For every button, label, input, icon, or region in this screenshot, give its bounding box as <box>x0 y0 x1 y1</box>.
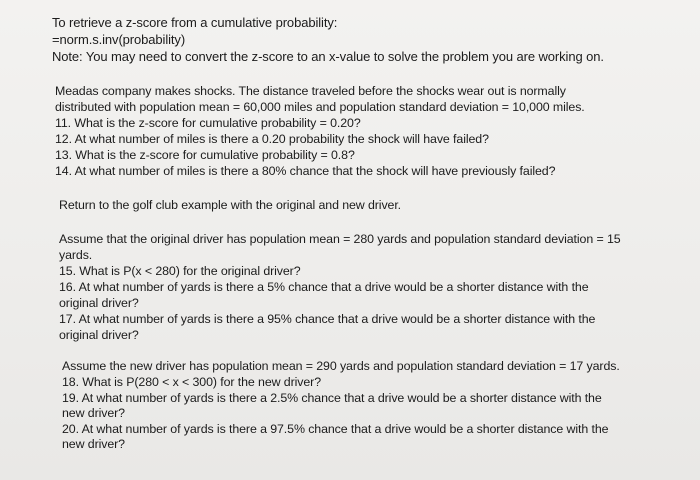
question-20-continued: new driver? <box>62 437 125 451</box>
golf-return-text: Return to the golf club example with the original and new driver. <box>59 198 402 212</box>
question-19: 19. At what number of yards is there a 2.5% chance that a drive would be a shorter distance with the <box>62 391 602 405</box>
original-assumption-line: yards. <box>59 248 93 262</box>
note-text: Note: You may need to convert the z-score to an x-value to solve the problem you are working on. <box>52 49 604 64</box>
question-17: 17. At what number of yards is there a 95% chance that a drive would be a shorter distance with the <box>59 312 596 326</box>
question-13: 13. What is the z-score for cumulative probability = 0.8? <box>55 148 355 162</box>
question-20: 20. At what number of yards is there a 97.5% chance that a drive would be a shorter distance with the <box>62 422 609 436</box>
formula-text: =norm.s.inv(probability) <box>52 32 186 47</box>
intro-heading: To retrieve a z-score from a cumulative probability: <box>52 15 338 30</box>
question-11: 11. What is the z-score for cumulative probability = 0.20? <box>55 116 361 130</box>
original-assumption-line: Assume that the original driver has population mean = 280 yards and population standard deviation = 15 <box>59 232 621 246</box>
question-18: 18. What is P(280 < x < 300) for the new driver? <box>62 375 321 389</box>
question-17-continued: original driver? <box>59 328 139 342</box>
question-14: 14. At what number of miles is there a 80% chance that the shock will have previously failed? <box>55 164 556 178</box>
question-15: 15. What is P(x < 280) for the original driver? <box>59 264 301 278</box>
question-19-continued: new driver? <box>62 406 125 420</box>
meadas-description-line: Meadas company makes shocks. The distance traveled before the shocks wear out is normally <box>55 84 566 98</box>
question-16-continued: original driver? <box>59 296 139 310</box>
question-16: 16. At what number of yards is there a 5% chance that a drive would be a shorter distance with the <box>59 280 589 294</box>
new-driver-assumption: Assume the new driver has population mean = 290 yards and population standard deviation = 17 yards. <box>62 359 620 373</box>
meadas-description-line: distributed with population mean = 60,000 miles and population standard deviation = 10,000 miles. <box>55 100 585 114</box>
question-12: 12. At what number of miles is there a 0.20 probability the shock will have failed? <box>55 132 489 146</box>
